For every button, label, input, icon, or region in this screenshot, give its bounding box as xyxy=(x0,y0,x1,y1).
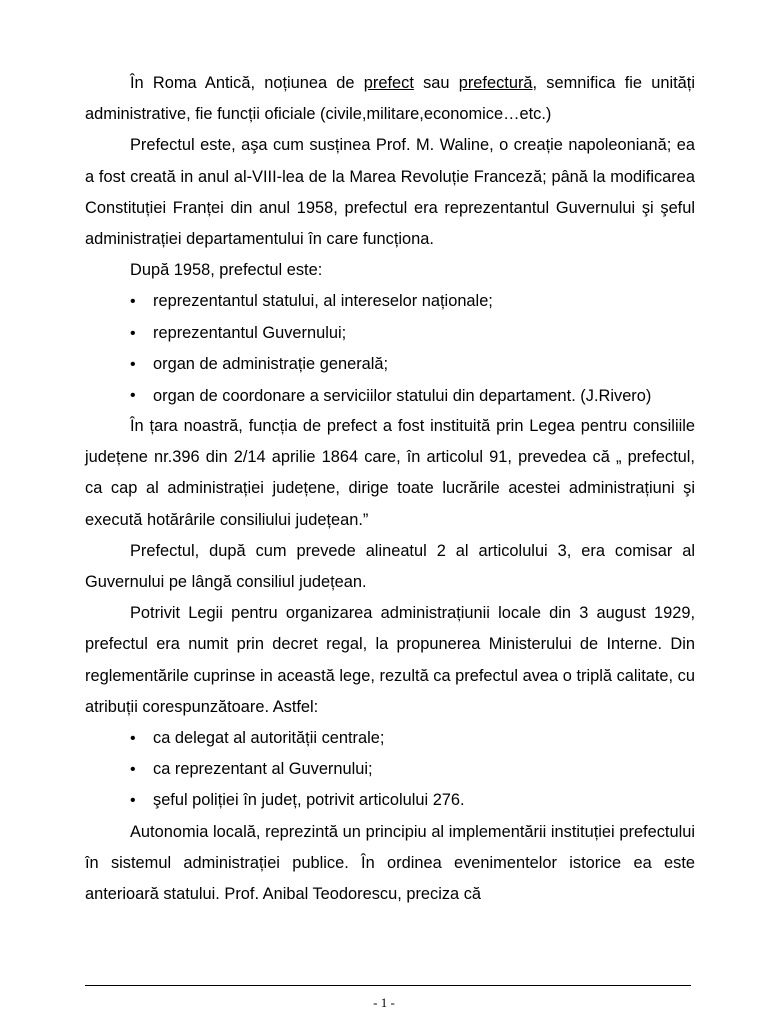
paragraph-1-text-b: sau xyxy=(413,74,459,92)
bullet-icon: • xyxy=(130,355,136,373)
paragraph-1-text-c: , semnifica fie unități administrative, fie funcții oficiale (civile,militare,economice…etc.) xyxy=(85,74,695,124)
paragraph-5: Prefectul, după cum prevede alineatul 2 al articolului 3, era comisar al Guvernului pe lângă consiliul județean. xyxy=(85,541,695,592)
page-number: - 1 - xyxy=(373,995,395,1010)
bullet-icon: • xyxy=(130,761,136,779)
bullet-icon: • xyxy=(130,293,136,311)
list-item: • reprezentantul Guvernului; xyxy=(85,318,695,349)
list-item: • organ de administrație generală; xyxy=(85,349,695,380)
term-prefect: prefect xyxy=(363,74,414,92)
paragraph-7: Autonomia locală, reprezintă un principiu al implementării instituției prefectului în sistemul administrației publice. În ordinea evenimentelor istorice ea este anterioară statului. Prof. Anibal Teodorescu, preciza că xyxy=(85,822,695,904)
bullet-icon: • xyxy=(130,730,136,748)
bullet-icon: • xyxy=(130,792,136,810)
bullet-icon: • xyxy=(130,387,136,405)
list-item: • reprezentantul statului, al intereselor naționale; xyxy=(85,286,695,317)
term-prefectura: prefectură xyxy=(458,74,533,92)
paragraph-4: În țara noastră, funcția de prefect a fost instituită prin Legea pentru consiliile județene nr.396 din 2/14 aprilie 1864 care, în articolul 91, prevedea că „ prefectul, ca cap al administrației județene, dirige toate lucrările acestei administrațiuni şi execută hotărârile consiliului județean.” xyxy=(85,417,695,529)
bullet-list-2 xyxy=(85,723,695,817)
footer-divider xyxy=(85,985,691,986)
paragraph-6: Potrivit Legii pentru organizarea administrațiunii locale din 3 august 1929, prefectul era numit prin decret regal, la propunerea Ministerului de Interne. Din reglementările cuprinse in această lege, rezultă ca prefectul avea o triplă calitate, cu atribuții corespunzătoare. Astfel: xyxy=(85,604,695,716)
list-item: • ca reprezentant al Guvernului; xyxy=(85,754,695,785)
paragraph-2: Prefectul este, aşa cum susținea Prof. M. Waline, o creație napoleoniană; ea a fost creată in anul al-VIII-lea de la Marea Revoluție Franceză; până la modificarea Constituției Franței din anul 1958, prefectul era reprezentantul Guvernului şi şeful administrației departamentului în care funcționa. xyxy=(85,136,695,249)
document-body xyxy=(85,68,695,910)
bullet-icon: • xyxy=(130,324,136,342)
list-item: • organ de coordonare a serviciilor statului din departament. (J.Rivero) xyxy=(85,380,695,411)
bullet-list-1 xyxy=(85,286,695,411)
paragraph-3: După 1958, prefectul este: xyxy=(130,261,323,280)
paragraph-1 xyxy=(85,68,695,130)
paragraph-1-text-a: În Roma Antică, noțiunea de xyxy=(130,74,364,92)
list-item: • ca delegat al autorității centrale; xyxy=(85,723,695,754)
list-item: • şeful poliției în județ, potrivit articolului 276. xyxy=(85,785,695,816)
